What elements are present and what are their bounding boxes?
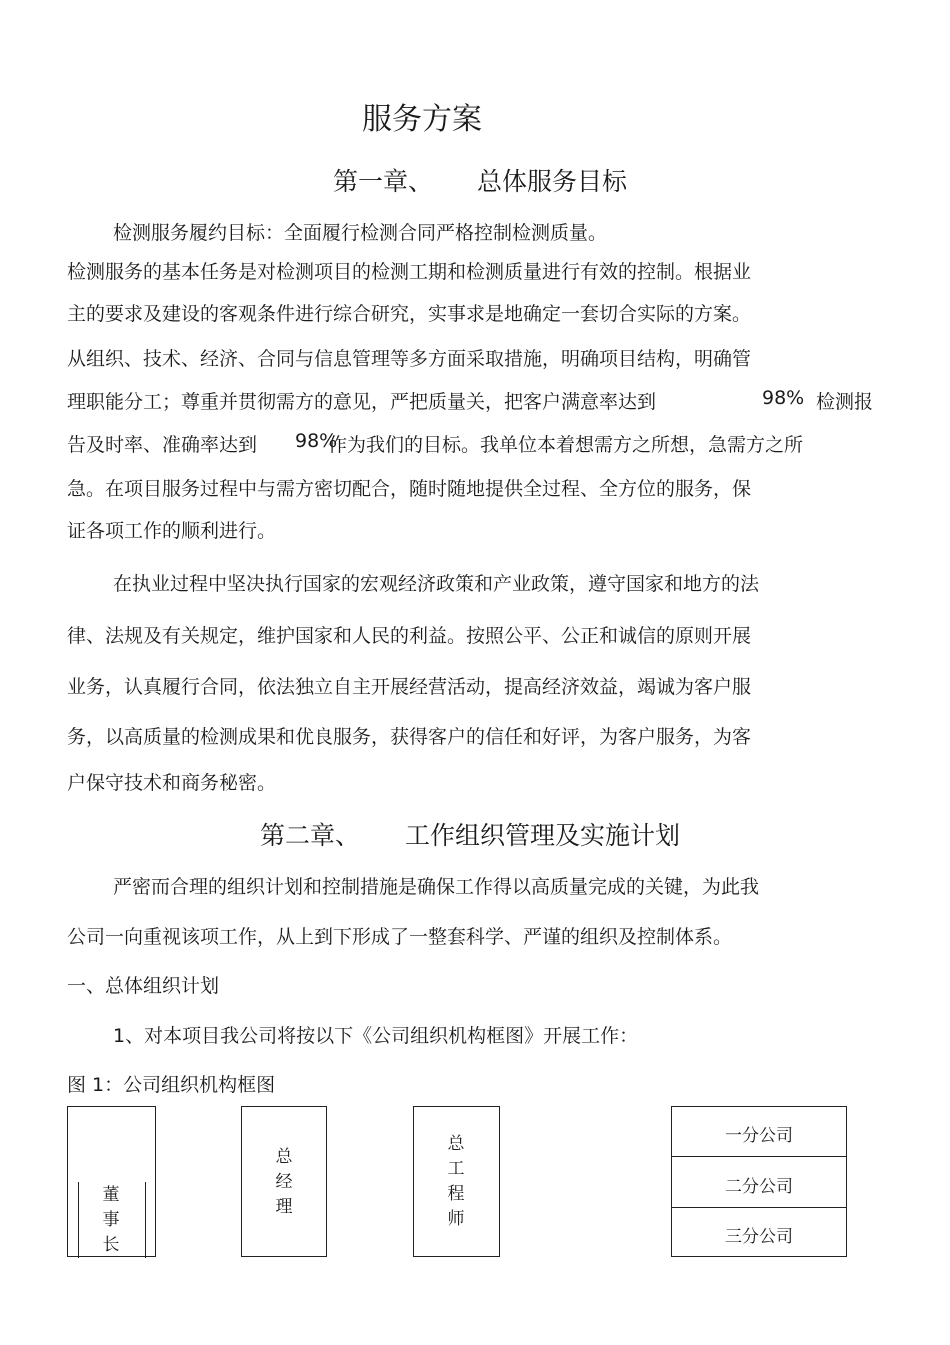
chairman-box [67, 1106, 156, 1257]
chief-engineer-box [413, 1106, 500, 1257]
chapter2-number: 第二章、 [260, 821, 361, 850]
inner-left-line [78, 1182, 79, 1258]
paragraph-line: 在执业过程中坚决执行国家的宏观经济政策和产业政策，遵守国家和地方的法 [113, 573, 760, 595]
paragraph-line: 律、法规及有关规定，维护国家和人民的利益。按照公平、公正和诚信的原则开展 [67, 625, 752, 647]
branch-2-label: 二分公司 [725, 1177, 793, 1197]
paragraph-line: 公司一向重视该项工作，从上到下形成了一整套科学、严谨的组织及控制体系。 [67, 926, 733, 948]
branch-divider [672, 1207, 846, 1208]
paragraph-line: 1、对本项目我公司将按以下《公司组织机构框图》开展工作： [113, 1025, 639, 1047]
chief-engineer-label: 总工程师 [447, 1134, 465, 1229]
paragraph-line: 作为我们的目标。我单位本着想需方之所想，急需方之所 [328, 434, 804, 456]
branch-1-label: 一分公司 [725, 1126, 793, 1146]
paragraph-line: 业务，认真履行合同，依法独立自主开展经营活动，提高经济效益，竭诚为客户服 [67, 676, 752, 698]
inner-right-line [145, 1182, 146, 1258]
branch-3-label: 三分公司 [725, 1227, 793, 1247]
figure-caption: 图 1：公司组织机构框图 [67, 1074, 276, 1096]
paragraph-line: 务，以高质量的检测成果和优良服务，获得客户的信任和好评，为客户服务，为客 [67, 726, 752, 748]
chapter1-number: 第一章、 [333, 167, 434, 196]
general-manager-label: 总经理 [275, 1147, 293, 1217]
section-heading: 一、总体组织计划 [67, 975, 220, 997]
branches-box [671, 1106, 847, 1257]
satisfaction-rate: 98% [762, 387, 805, 409]
paragraph-line: 检测服务履约目标：全面履行检测合同严格控制检测质量。 [113, 222, 608, 244]
paragraph-line: 理职能分工；尊重并贯彻需方的意见，严把质量关，把客户满意率达到 [67, 391, 657, 413]
paragraph-line: 检测服务的基本任务是对检测项目的检测工期和检测质量进行有效的控制。根据业 [67, 261, 752, 283]
paragraph-line: 从组织、技术、经济、合同与信息管理等多方面采取措施，明确项目结构，明确管 [67, 348, 752, 370]
paragraph-line: 证各项工作的顺利进行。 [67, 520, 277, 542]
chapter2-title: 工作组织管理及实施计划 [405, 821, 681, 850]
chairman-label: 董事长 [102, 1185, 120, 1255]
general-manager-box [241, 1106, 327, 1257]
paragraph-line: 严密而合理的组织计划和控制措施是确保工作得以高质量完成的关键，为此我 [113, 876, 760, 898]
paragraph-line: 户保守技术和商务秘密。 [67, 772, 277, 794]
accuracy-rate: 98% [295, 430, 338, 452]
paragraph-line: 急。在项目服务过程中与需方密切配合，随时随地提供全过程、全方位的服务，保 [67, 478, 752, 500]
paragraph-line: 检测报 [816, 391, 874, 413]
chapter1-title: 总体服务目标 [477, 167, 628, 196]
document-title: 服务方案 [362, 102, 482, 137]
paragraph-line: 告及时率、准确率达到 [67, 434, 258, 456]
paragraph-line: 主的要求及建设的客观条件进行综合研究，实事求是地确定一套切合实际的方案。 [67, 303, 752, 325]
branch-divider [672, 1156, 846, 1157]
